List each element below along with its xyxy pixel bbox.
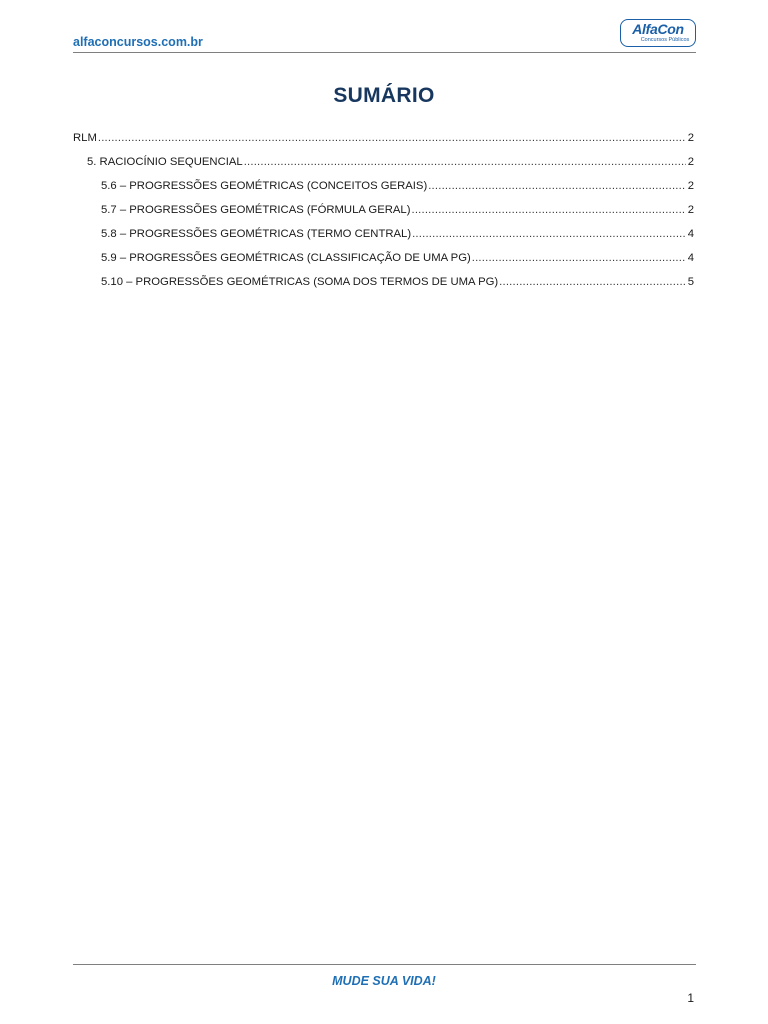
- toc-entry-label: 5.6 – PROGRESSÕES GEOMÉTRICAS (CONCEITOS GERAIS): [101, 180, 428, 192]
- toc-entry-label: 5.8 – PROGRESSÕES GEOMÉTRICAS (TERMO CENTRAL): [101, 228, 412, 240]
- toc-entry-page: 2: [687, 156, 694, 168]
- footer-slogan: MUDE SUA VIDA!: [332, 974, 436, 988]
- toc-entry-label: 5.10 – PROGRESSÕES GEOMÉTRICAS (SOMA DOS TERMOS DE UMA PG): [101, 276, 499, 288]
- page-title: SUMÁRIO: [333, 84, 435, 107]
- toc-dot-leader: [472, 252, 686, 264]
- toc-dot-leader: [412, 228, 686, 240]
- toc-entry[interactable]: [73, 150, 694, 174]
- toc-entry-label: 5.7 – PROGRESSÕES GEOMÉTRICAS (FÓRMULA GERAL): [101, 204, 411, 216]
- toc-entry[interactable]: [73, 246, 694, 270]
- site-url-link[interactable]: alfaconcursos.com.br: [73, 35, 203, 49]
- toc-entry[interactable]: [73, 222, 694, 246]
- toc-entry[interactable]: [73, 126, 694, 150]
- toc-entry[interactable]: [73, 198, 694, 222]
- logo-sub-text: Concursos Públicos: [640, 37, 690, 43]
- footer-divider: [73, 964, 696, 965]
- toc-entry[interactable]: [73, 270, 694, 294]
- toc-dot-leader: [244, 156, 686, 168]
- table-of-contents: [73, 126, 694, 294]
- toc-entry-page: 4: [687, 252, 694, 264]
- toc-dot-leader: [98, 132, 686, 144]
- toc-entry-page: 4: [687, 228, 694, 240]
- toc-entry-label: RLM: [73, 132, 97, 144]
- page-header: [73, 18, 696, 54]
- toc-entry-page: 2: [687, 180, 694, 192]
- toc-entry-page: 2: [687, 132, 694, 144]
- toc-dot-leader: [428, 180, 685, 192]
- alfacon-logo: [620, 19, 696, 47]
- logo-main-text: AlfaCon: [632, 21, 684, 37]
- header-divider: [73, 52, 696, 53]
- toc-dot-leader: [411, 204, 685, 216]
- toc-entry-page: 5: [687, 276, 694, 288]
- toc-entry-page: 2: [687, 204, 694, 216]
- page-number: 1: [687, 991, 694, 1005]
- toc-entry-label: 5.9 – PROGRESSÕES GEOMÉTRICAS (CLASSIFICAÇÃO DE UMA PG): [101, 252, 471, 264]
- toc-entry-label: 5. RACIOCÍNIO SEQUENCIAL: [87, 156, 243, 168]
- toc-entry[interactable]: [73, 174, 694, 198]
- toc-dot-leader: [499, 276, 686, 288]
